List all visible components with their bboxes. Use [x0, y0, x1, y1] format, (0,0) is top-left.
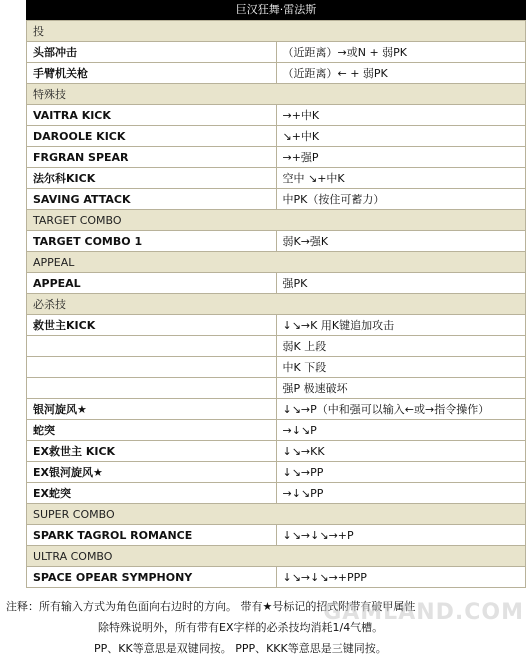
move-command: （近距离）← + 弱PK [276, 63, 526, 84]
move-row [27, 231, 526, 252]
section-header-row [27, 252, 526, 273]
note-line-1: 注释：所有输入方式为角色面向右边时的方向。 带有★号标记的招式附带有破甲属性 [6, 600, 416, 613]
move-name: EX蛇突 [27, 483, 277, 504]
move-command: ↓↘→↓↘→+P [276, 525, 526, 546]
section-header-row [27, 84, 526, 105]
move-command: 中K 下段 [276, 357, 526, 378]
section-header-row [27, 504, 526, 525]
move-row [27, 399, 526, 420]
move-name: 银河旋风★ [27, 399, 277, 420]
note-line-3: PP、KK等意思是双键同按。 PPP、KKK等意思是三键同按。 [94, 642, 387, 655]
move-row [27, 357, 526, 378]
move-name: SPARK TAGROL ROMANCE [27, 525, 277, 546]
move-name: SAVING ATTACK [27, 189, 277, 210]
section-label: 必杀技 [27, 294, 526, 315]
move-command: →+强P [276, 147, 526, 168]
move-name: 法尔科KICK [27, 168, 277, 189]
move-command: ↓↘→KK [276, 441, 526, 462]
move-name: TARGET COMBO 1 [27, 231, 277, 252]
move-command: （近距离）→或N + 弱PK [276, 42, 526, 63]
section-header-row [27, 210, 526, 231]
move-command: ↘+中K [276, 126, 526, 147]
move-row [27, 273, 526, 294]
section-label: 特殊技 [27, 84, 526, 105]
move-list-panel [26, 0, 526, 588]
move-name [27, 336, 277, 357]
move-table [26, 20, 526, 588]
section-label: 投 [27, 21, 526, 42]
move-command: ↓↘→K 用K键追加攻击 [276, 315, 526, 336]
section-header-row [27, 294, 526, 315]
move-name [27, 378, 277, 399]
move-row [27, 189, 526, 210]
move-command: 弱K→强K [276, 231, 526, 252]
move-name: 蛇突 [27, 420, 277, 441]
move-name [27, 357, 277, 378]
move-row [27, 42, 526, 63]
section-label: ULTRA COMBO [27, 546, 526, 567]
move-row [27, 315, 526, 336]
move-row [27, 567, 526, 588]
note-line-2: 除特殊说明外，所有带有EX字样的必杀技均消耗1/4气槽。 [98, 621, 384, 634]
move-row [27, 336, 526, 357]
move-row [27, 168, 526, 189]
move-command: ↓↘→P（中和强可以输入←或→指令操作） [276, 399, 526, 420]
move-name: EX救世主 KICK [27, 441, 277, 462]
watermark: GAMLAND.COM [323, 600, 524, 625]
section-label: SUPER COMBO [27, 504, 526, 525]
section-header-row [27, 21, 526, 42]
move-row [27, 147, 526, 168]
move-name: VAITRA KICK [27, 105, 277, 126]
move-row [27, 126, 526, 147]
move-command: →↓↘PP [276, 483, 526, 504]
move-command: →+中K [276, 105, 526, 126]
section-header-row [27, 546, 526, 567]
move-command: →↓↘P [276, 420, 526, 441]
move-name: FRGRAN SPEAR [27, 147, 277, 168]
move-command: 中PK（按住可蓄力） [276, 189, 526, 210]
move-name: 救世主KICK [27, 315, 277, 336]
character-title: 巨汉狂舞·雷法斯 [26, 0, 526, 20]
move-row [27, 378, 526, 399]
move-row [27, 462, 526, 483]
move-table-body [27, 21, 526, 588]
move-row [27, 441, 526, 462]
move-name: APPEAL [27, 273, 277, 294]
move-name: EX银河旋风★ [27, 462, 277, 483]
move-command: 弱K 上段 [276, 336, 526, 357]
move-row [27, 63, 526, 84]
section-label: APPEAL [27, 252, 526, 273]
move-name: 头部冲击 [27, 42, 277, 63]
move-command: 空中 ↘+中K [276, 168, 526, 189]
move-name: DAROOLE KICK [27, 126, 277, 147]
move-command: ↓↘→↓↘→+PPP [276, 567, 526, 588]
move-command: 强PK [276, 273, 526, 294]
move-command: ↓↘→PP [276, 462, 526, 483]
move-name: 手臂机关枪 [27, 63, 277, 84]
move-command: 强P 极速破坏 [276, 378, 526, 399]
move-row [27, 483, 526, 504]
move-row [27, 105, 526, 126]
move-row [27, 420, 526, 441]
move-name: SPACE OPEAR SYMPHONY [27, 567, 277, 588]
move-row [27, 525, 526, 546]
section-label: TARGET COMBO [27, 210, 526, 231]
